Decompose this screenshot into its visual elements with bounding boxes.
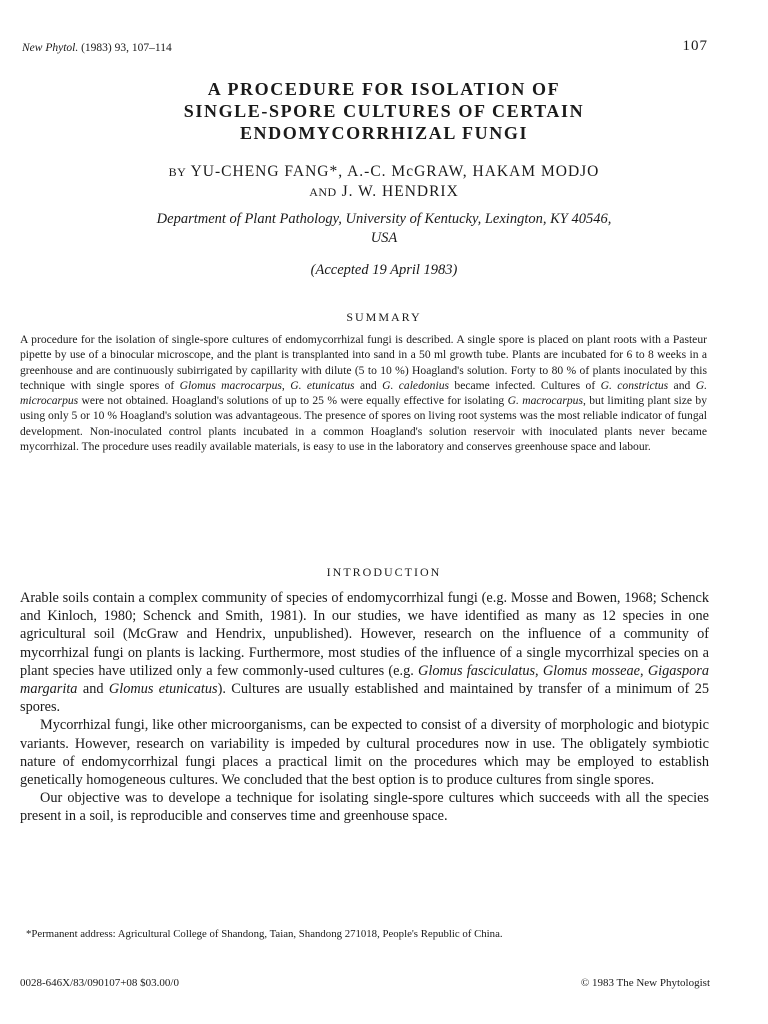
introduction-body (20, 589, 709, 826)
issn-code: 0028-646X/83/090107+08 $03.00/0 (20, 977, 179, 989)
species-name: Glomus fasciculatus (418, 662, 536, 679)
intro-text-1a: Arable soils contain a complex community of species of endomycorrhizal fungi (e.g. Mosse and Bowen, 1968; Schenck and Kinloch, 1980; Schenck and Smith, 1981). In our studies, we have identified as many as 12 species in one agricultural soil (McGraw and Hendrix, unpublished). However, research on the influence of a community of mycorrhizal fungi on plants is lacking. Furthermore, most studies of the influence of a single mycorrhizal species on a plant species have utilized only a few commonly-used cultures (e.g. (20, 590, 709, 679)
species-name: G. microcarpus (20, 378, 707, 408)
article-title (40, 78, 728, 144)
intro-text-1b: , (535, 662, 543, 679)
summary-heading: SUMMARY (346, 310, 422, 324)
affiliation-line-1: Department of Plant Pathology, University of Kentucky, Lexington, KY 40546, (156, 211, 612, 227)
species-name: G. constrictus (600, 378, 669, 392)
summary-text-3: and (354, 378, 383, 392)
summary-text-2: , (281, 378, 291, 392)
volume-pages: (1983) 93, 107–114 (81, 42, 172, 54)
copyright: © 1983 The New Phytologist (580, 977, 710, 989)
by-label: BY (168, 165, 187, 179)
species-name: G. macrocarpus (507, 394, 583, 408)
journal-citation (22, 42, 172, 54)
intro-text-1e: ). Cultures are usually established and maintained by transfer of a minimum of 25 spores. (20, 681, 709, 716)
footnote: *Permanent address: Agricultural College of Shandong, Taian, Shandong 271018, People's Republic of China. (26, 928, 503, 940)
intro-text-1c: , (640, 662, 648, 679)
page-number: 107 (682, 38, 708, 54)
intro-text-1d: and (77, 681, 109, 698)
summary-text-7: , but limiting plant size by using only 5 or 10 % Hoagland's solution was advantageous. The presence of spores on living root systems was the most reliable indicator of fungal development. Non-inoculated control plants incubated in a common Hoagland's solution reservoir with inoculated plants never became mycorrhizal. The procedure uses readily available materials, is easy to use in the laboratory and conserves greenhouse space and labour. (20, 394, 707, 454)
species-name: Glomus macrocarpus (179, 378, 282, 392)
intro-paragraph-3: Our objective was to develope a technique for isolating single-spore cultures which succeeds with all the species present in a soil, is reproducible and conserves time and greenhouse space. (20, 790, 709, 825)
running-head (22, 40, 708, 58)
authors-line-2: J. W. HENDRIX (341, 183, 459, 200)
author-list (20, 162, 748, 202)
species-name: Gigaspora margarita (20, 662, 709, 698)
journal-name: New Phytol. (22, 42, 79, 54)
summary-text-5: and (668, 378, 696, 392)
intro-paragraph-2: Mycorrhizal fungi, like other microorganisms, can be expected to consist of a diversity of morphologic and biotypic variants. However, research on variability is impeded by cultural procedures now in use. The obligately symbiotic nature of endomycorrhizal fungi places a practical limit on the procedures which may be employed to establish genetically homogeneous cultures. We concluded that the best option is to produce cultures from single spores. (20, 717, 709, 789)
title-line-1: A PROCEDURE FOR ISOLATION OF (207, 79, 561, 99)
and-label: AND (309, 185, 337, 199)
intro-paragraph-1 (20, 589, 709, 716)
summary-paragraph (20, 332, 707, 454)
introduction-heading: INTRODUCTION (326, 565, 442, 579)
summary-text-1: A procedure for the isolation of single-spore cultures of endomycorrhizal fungi is described. A single spore is placed on plant roots with a Pasteur pipette by use of a binocular microscope, and the plant is transplanted into sand in a 50 ml growth tube. Plants are incubated for 6 to 8 weeks in a greenhouse and are continuously subirrigated by capillarity with dilute (5 to 10 %) Hoagland's solution. Forty to 80 % of plants inoculated by this technique with single spores of (20, 333, 707, 392)
species-name: Glomus mosseae (542, 662, 641, 679)
summary-text-4: became infected. Cultures of (449, 378, 601, 392)
accepted-date: (Accepted 19 April 1983) (310, 262, 458, 278)
affiliation (20, 210, 748, 248)
species-name: G. caledonius (382, 378, 449, 392)
species-name: Glomus etunicatus (108, 681, 218, 698)
title-line-3: ENDOMYCORRHIZAL FUNGI (239, 123, 529, 143)
species-name: G. etunicatus (290, 378, 355, 392)
authors-line-1: YU-CHENG FANG*, A.-C. McGRAW, HAKAM MODJO (190, 163, 600, 180)
title-line-2: SINGLE-SPORE CULTURES OF CERTAIN (183, 101, 585, 121)
summary-text-6: were not obtained. Hoagland's solutions of up to 25 % were equally effective for isolating (78, 394, 508, 408)
affiliation-line-2: USA (370, 230, 398, 246)
page-footer (20, 977, 710, 993)
